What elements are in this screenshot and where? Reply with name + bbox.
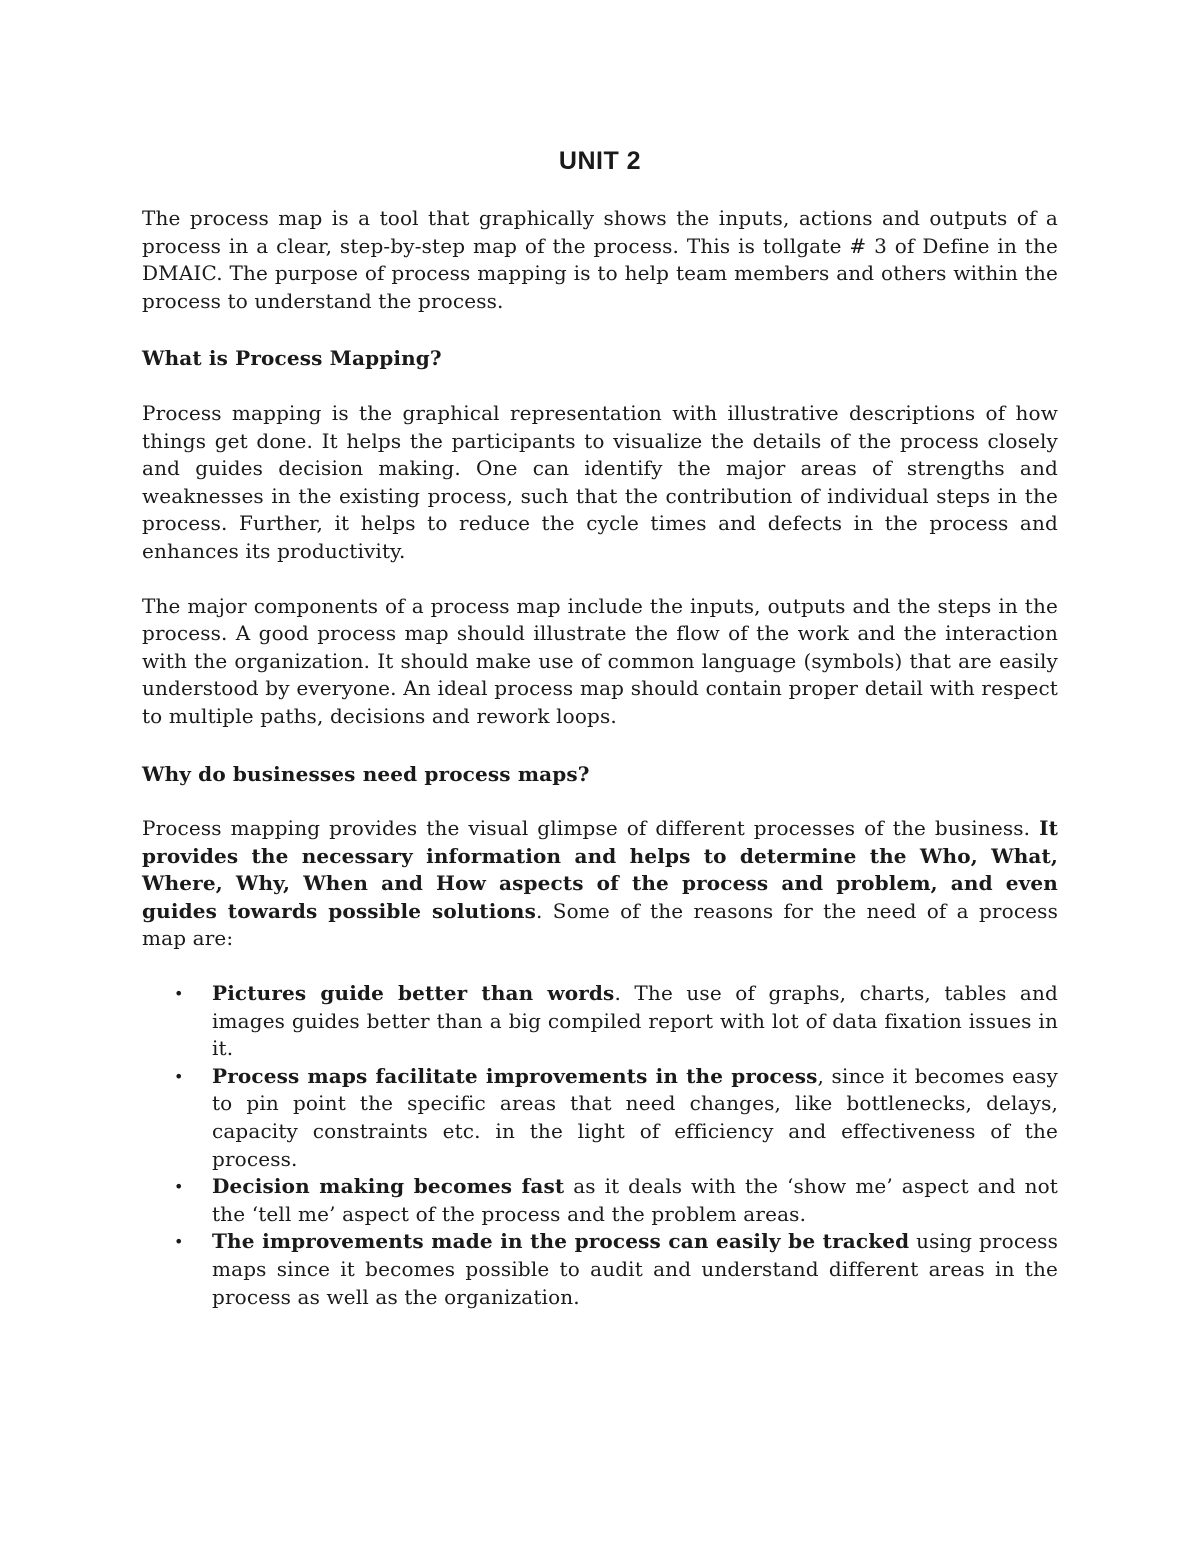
list-item-bold: The improvements made in the process can easily be tracked	[212, 1229, 910, 1254]
intro-paragraph: The process map is a tool that graphically shows the inputs, actions and outputs of a process in a clear, step-by-step map of the process. This is tollgate # 3 of Define in the DMAIC. The purpose of process mapping is to help team members and others within the process to understand the process.	[142, 206, 1058, 313]
bullet-icon: •	[174, 1232, 184, 1252]
section-heading-what-is-process-mapping: What is Process Mapping?	[142, 346, 442, 371]
list-item-bold: Decision making becomes fast	[212, 1174, 565, 1199]
list-item-text: . The use of graphs, charts, tables and images guides better than a big compiled report with lot of data fixation issues in it.	[212, 981, 1058, 1061]
list-item-bold: Pictures guide better than words	[212, 981, 615, 1006]
paragraph-major-components: The major components of a process map include the inputs, outputs and the steps in the process. A good process map should illustrate the flow of the work and the interaction with the organization. It should make use of common language (symbols) that are easily understood by everyone. An ideal process map should contain proper detail with respect to multiple paths, decisions and rework loops.	[142, 593, 1058, 728]
paragraph-lead-text: Process mapping provides the visual glimpse of different processes of the business.	[142, 816, 1040, 841]
list-item-bold: Process maps facilitate improvements in the process	[212, 1063, 818, 1088]
list-item-text: using process maps since it becomes possible to audit and understand different areas in the process as well as the organization.	[212, 1229, 1058, 1309]
reasons-bullet-list	[142, 980, 1058, 1311]
bullet-icon: •	[174, 1177, 184, 1197]
list-item	[142, 1228, 1058, 1311]
paragraph-why-process-maps	[142, 815, 1058, 953]
bullet-icon: •	[174, 1066, 184, 1086]
list-item	[142, 1063, 1058, 1173]
list-item-text: as it deals with the ‘show me’ aspect and not the ‘tell me’ aspect of the process and the problem areas.	[212, 1174, 1058, 1226]
section-heading-why-businesses-need: Why do businesses need process maps?	[142, 761, 590, 786]
paragraph-tail-text: . Some of the reasons for the need of a process map are:	[142, 898, 1058, 951]
list-item-text: , since it becomes easy to pin point the specific areas that need changes, like bottlenecks, delays, capacity constraints etc. in the light of efficiency and effectiveness of the process.	[212, 1063, 1058, 1171]
document-page	[142, 138, 1058, 1311]
page-title: UNIT 2	[558, 147, 642, 175]
list-item	[142, 980, 1058, 1063]
list-item	[142, 1173, 1058, 1228]
paragraph-bold-text: It provides the necessary information and helps to determine the Who, What, Where, Why, When and How aspects of the process and problem, and even guides towards possible solutions	[142, 816, 1058, 923]
bullet-icon: •	[174, 984, 184, 1004]
paragraph-process-mapping-definition: Process mapping is the graphical representation with illustrative descriptions of how things get done. It helps the participants to visualize the details of the process closely and guides decision making. One can identify the major areas of strengths and weaknesses in the existing process, such that the contribution of individual steps in the process. Further, it helps to reduce the cycle times and defects in the process and enhances its productivity.	[142, 400, 1058, 563]
